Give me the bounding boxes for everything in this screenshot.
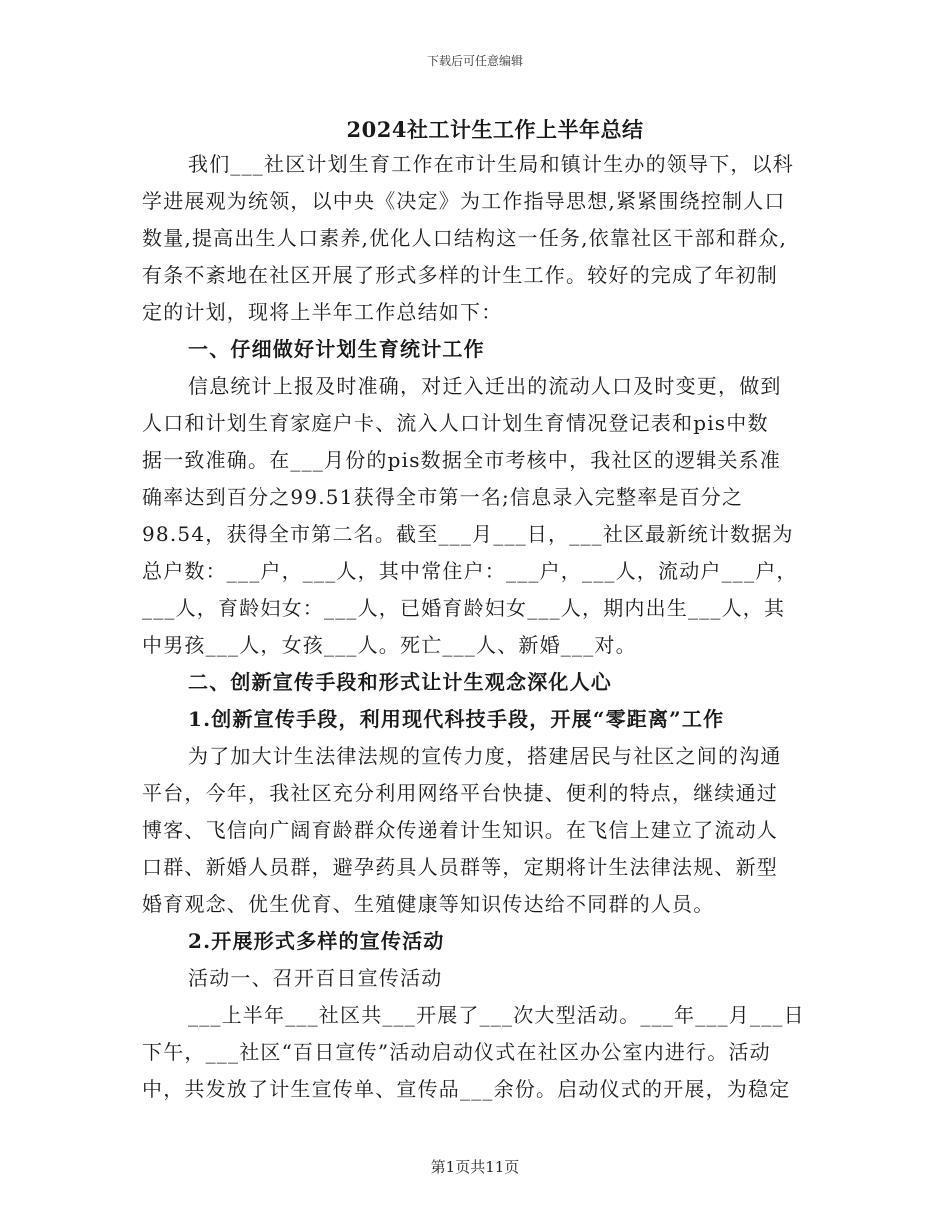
body-line: ___上半年___社区共___开展了___次大型活动。___年___月___日 <box>188 1003 805 1027</box>
body-line: 信息统计上报及时准确，对迁入迁出的流动人口及时变更，做到 <box>188 374 782 398</box>
body-line: 下午，___社区“百日宣传”活动启动仪式在社区办公室内进行。活动 <box>142 1040 771 1064</box>
section-heading: 2.开展形式多样的宣传活动 <box>188 929 445 953</box>
section-heading: 二、创新宣传手段和形式让计生观念深化人心 <box>188 670 612 694</box>
body-line: 中男孩___人，女孩___人。死亡___人、新婚___对。 <box>142 633 637 657</box>
body-line: 确率达到百分之99.51获得全市第一名;信息录入完整率是百分之 <box>142 485 744 509</box>
section-heading: 一、仔细做好计划生育统计工作 <box>188 337 485 361</box>
body-line: 婚育观念、优生优育、生殖健康等知识传达给不同群的人员。 <box>142 892 715 916</box>
document-title: 2024社工计生工作上半年总结 <box>346 117 644 142</box>
body-line: 98.54，获得全市第二名。截至___月___日，___社区最新统计数据为 <box>142 522 794 546</box>
body-line: 活动一、召开百日宣传活动 <box>188 966 443 990</box>
body-line: 人口和计划生育家庭户卡、流入人口计划生育情况登记表和pis中数 <box>142 411 769 435</box>
body-line: 总户数：___户，___人，其中常住户：___户，___人，流动户___户， <box>142 559 798 583</box>
page-footer: 第1页共11页 <box>430 1158 520 1176</box>
body-line: 为了加大计生法律法规的宣传力度，搭建居民与社区之间的沟通 <box>188 744 782 768</box>
body-line: 中，共发放了计生宣传单、宣传品___余份。启动仪式的开展，为稳定 <box>142 1077 791 1101</box>
body-line: 口群、新婚人员群，避孕药具人员群等，定期将计生法律法规、新型 <box>142 855 778 879</box>
body-line: 我们___社区计划生育工作在市计生局和镇计生办的领导下，以科 <box>188 152 794 176</box>
body-line: 据一致准确。在___月份的pis数据全市考核中，我社区的逻辑关系准 <box>142 448 782 472</box>
body-line: ___人，育龄妇女：___人，已婚育龄妇女___人，期内出生___人，其 <box>142 596 786 620</box>
body-line: 有条不紊地在社区开展了形式多样的计生工作。较好的完成了年初制 <box>142 263 778 287</box>
body-line: 定的计划，现将上半年工作总结如下： <box>142 300 503 324</box>
body-line: 博客、飞信向广阔育龄群众传递着计生知识。在飞信上建立了流动人 <box>142 818 778 842</box>
body-line: 数量,提高出生人口素养,优化人口结构这一任务,依靠社区干部和群众, <box>142 226 788 250</box>
section-heading: 1.创新宣传手段，利用现代科技手段，开展“零距离”工作 <box>188 707 725 731</box>
document-body <box>142 146 812 1108</box>
page-header: 下载后可任意编辑 <box>426 54 523 68</box>
body-line: 学进展观为统领，以中央《决定》为工作指导思想,紧紧围绕控制人口 <box>142 189 786 213</box>
body-line: 平台，今年，我社区充分利用网络平台快捷、便利的特点，继续通过 <box>142 781 778 805</box>
